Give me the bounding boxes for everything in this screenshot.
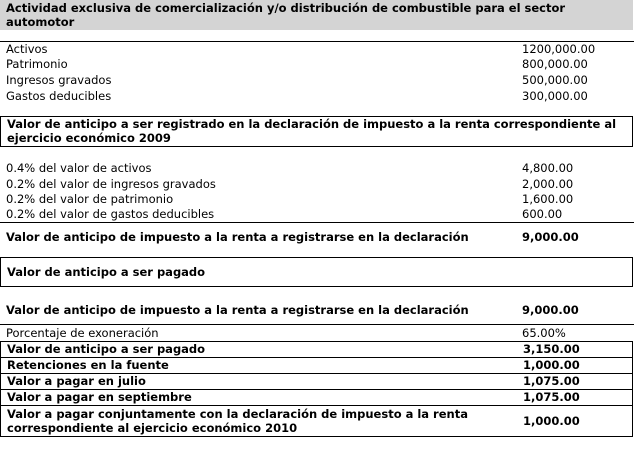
payment-value: 1,075.00: [523, 374, 580, 388]
payment-value: 3,150.00: [523, 342, 580, 356]
anticipo-pagado-title-text: Valor de anticipo a ser pagado: [7, 265, 206, 279]
payment-label: Valor de anticipo a ser pagado: [7, 342, 206, 356]
payment-row: [0, 389, 633, 406]
divider: [0, 222, 634, 223]
registro-label: Valor de anticipo de impuesto a la renta a registrarse en la declaración: [6, 303, 469, 317]
row-value: 1,600.00: [522, 192, 574, 206]
row-label: 0.2% del valor de patrimonio: [6, 192, 174, 206]
registro-value: 9,000.00: [522, 303, 579, 317]
anticipo-registrado-title-text: Valor de anticipo a ser registrado en la declaración de impuesto a la renta correspondiente al ejercicio económico 2009: [7, 117, 617, 145]
total-value: 9,000.00: [522, 230, 579, 244]
divider: [0, 324, 634, 325]
row-value: 300,000.00: [522, 89, 588, 103]
anticipo-item: [0, 192, 633, 207]
anticipo-pagado-title: [0, 257, 633, 287]
base-row-gastos: [0, 89, 633, 104]
payment-row: [0, 357, 633, 374]
anticipo-registro-row: [0, 303, 633, 318]
row-value: 1200,000.00: [522, 42, 596, 56]
anticipo-registrado-title: [0, 116, 633, 147]
row-value: 600.00: [522, 207, 563, 221]
base-row-ingresos: [0, 73, 633, 88]
row-value: 4,800.00: [522, 161, 574, 175]
row-label: 0.2% del valor de ingresos gravados: [6, 177, 216, 191]
row-value: 2,000.00: [522, 177, 574, 191]
payment-label: Valor a pagar en julio: [7, 374, 146, 388]
section-header-title: Actividad exclusiva de comercialización y/o distribución de combustible para el sector automotor: [6, 1, 566, 29]
base-row-activos: [0, 42, 633, 57]
total-label: Valor de anticipo de impuesto a la renta a registrarse en la declaración: [6, 230, 469, 244]
row-label: 0.2% del valor de gastos deducibles: [6, 207, 215, 221]
final-payment-value: 1,000.00: [523, 414, 580, 428]
payment-row: [0, 341, 633, 358]
row-label: Patrimonio: [6, 57, 68, 71]
final-payment-label: Valor a pagar conjuntamente con la declaración de impuesto a la renta correspondiente al ejercicio económico 2010: [7, 407, 468, 435]
row-label: Gastos deducibles: [6, 89, 112, 103]
exoneracion-row: [0, 326, 633, 341]
payment-label: Valor a pagar en septiembre: [7, 390, 192, 404]
final-payment-row: [0, 405, 633, 437]
payment-row: [0, 373, 633, 390]
anticipo-total-row: [0, 230, 633, 245]
payment-value: 1,075.00: [523, 390, 580, 404]
payment-value: 1,000.00: [523, 358, 580, 372]
row-value: 800,000.00: [522, 57, 588, 71]
section-header: [0, 0, 633, 30]
row-label: Ingresos gravados: [6, 73, 112, 87]
exoneracion-value: 65.00%: [522, 326, 566, 340]
anticipo-item: [0, 161, 633, 176]
row-label: 0.4% del valor de activos: [6, 161, 152, 175]
base-row-patrimonio: [0, 57, 633, 72]
row-value: 500,000.00: [522, 73, 588, 87]
anticipo-item: [0, 207, 633, 222]
exoneracion-label: Porcentaje de exoneración: [6, 326, 159, 340]
payment-label: Retenciones en la fuente: [7, 358, 169, 372]
row-label: Activos: [6, 42, 48, 56]
anticipo-item: [0, 177, 633, 192]
